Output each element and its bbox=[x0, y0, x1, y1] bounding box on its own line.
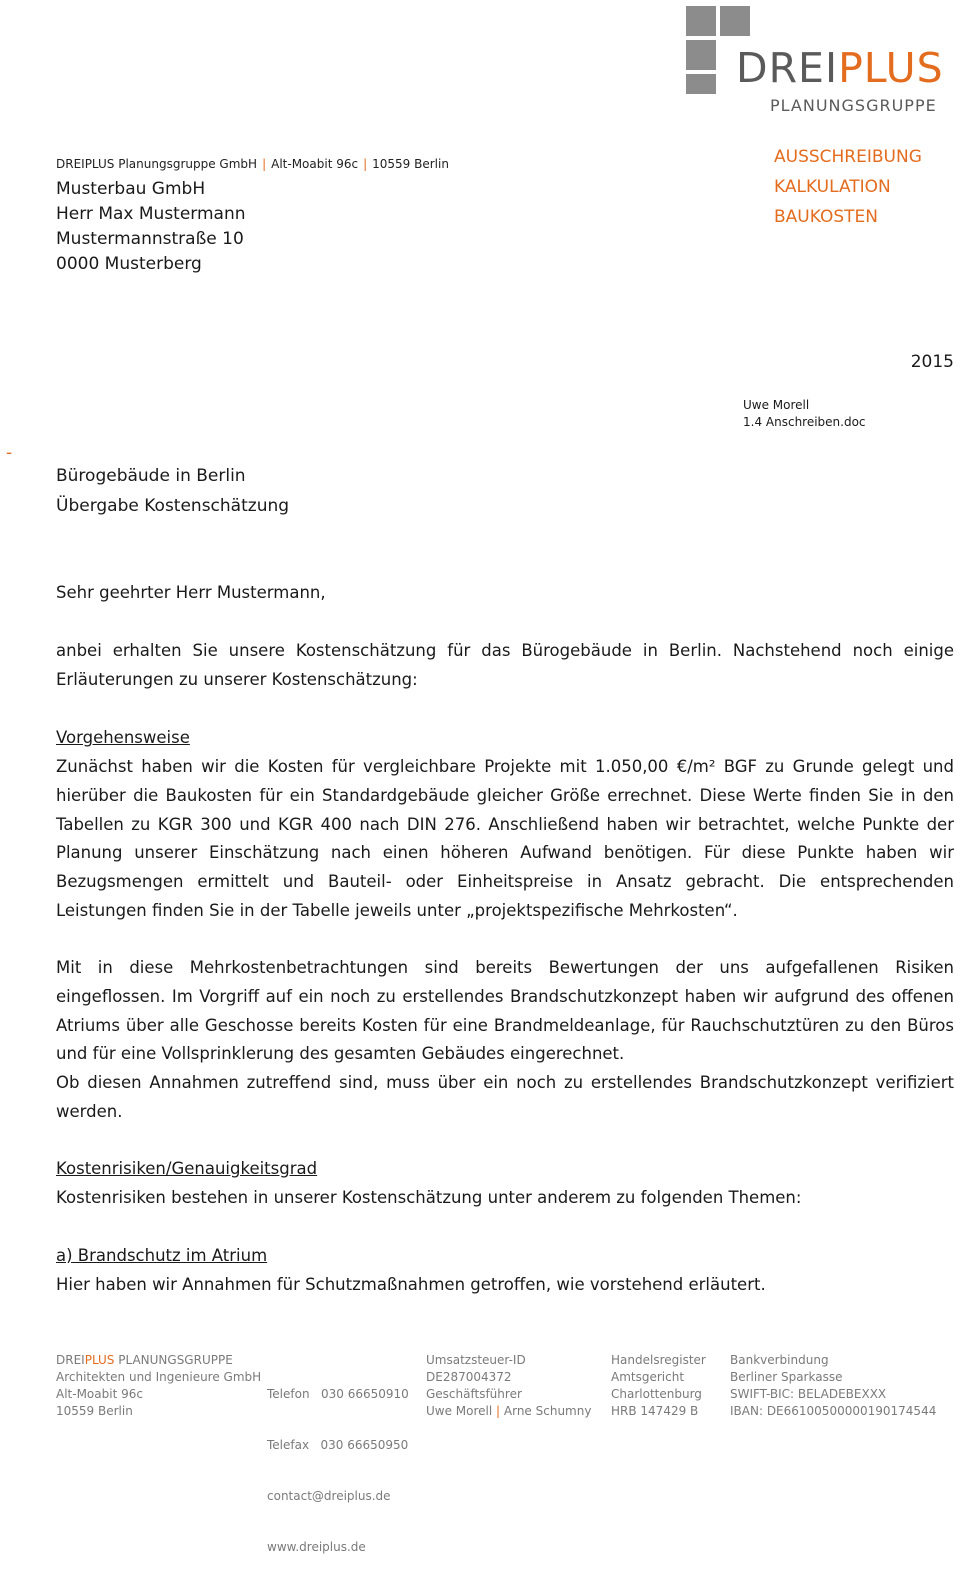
logo-square bbox=[686, 74, 716, 94]
section-text-vorgehensweise: Zunächst haben wir die Kosten für vergleichbare Projekte mit 1.050,00 €/m² BGF zu Grunde gelegt und hierüber die Baukosten für ein Standardgebäude gleicher Größe errechnet. Diese Werte finden Sie in den Tabellen zu KGR 300 und KGR 400 nach DIN 276. Anschließend haben wir betrachtet, welche Punkte der Planung unserer Einschätzung nach einen höheren Aufwand benötigen. Für diese Punkte haben wir Bezugsmengen ermittelt und Bauteil- oder Einheitspreise in Ansatz gebracht. Die entsprechenden Leistungen finden Sie in der Tabelle jeweils unter „projektspezifische Mehrkosten“. bbox=[56, 757, 954, 920]
services-list: AUSSCHREIBUNG KALKULATION BAUKOSTEN bbox=[774, 147, 922, 227]
footer-tax: Umsatzsteuer-ID DE287004372 Geschäftsführer Uwe Morell | Arne Schumny bbox=[426, 1353, 592, 1418]
section-heading-kostenrisiken: Kostenrisiken/Genauigkeitsgrad bbox=[56, 1159, 318, 1178]
section-heading-brandschutz: a) Brandschutz im Atrium bbox=[56, 1246, 268, 1265]
logo-square bbox=[720, 6, 750, 36]
section-text-brandschutz: Hier haben wir Annahmen für Schutzmaßnahmen getroffen, wie vorstehend erläutert. bbox=[56, 1275, 766, 1294]
section-heading-vorgehensweise: Vorgehensweise bbox=[56, 728, 190, 747]
footer-email-link[interactable]: contact@dreiplus.de bbox=[267, 1489, 391, 1503]
logo-wordmark: DREIPLUS bbox=[736, 44, 944, 92]
verification-paragraph: Ob diesen Annahmen zutreffend sind, muss über ein noch zu erstellendes Brandschutzkonzept verifiziert werden. bbox=[56, 1073, 954, 1121]
company-logo bbox=[686, 6, 956, 114]
footer-bank: Bankverbindung Berliner Sparkasse SWIFT-BIC: BELADEBEXXX IBAN: DE66100500000190174544 bbox=[730, 1353, 937, 1418]
subject: Bürogebäude in Berlin Übergabe Kostenschätzung bbox=[56, 466, 290, 516]
footer-website-link[interactable]: www.dreiplus.de bbox=[267, 1540, 366, 1554]
salutation: Sehr geehrter Herr Mustermann, bbox=[56, 583, 326, 602]
footer-company: DREIPLUS PLANUNGSGRUPPE Architekten und Ingenieure GmbH Alt-Moabit 96c 10559 Berlin bbox=[56, 1353, 262, 1418]
document-meta: Uwe Morell 1.4 Anschreiben.doc bbox=[743, 398, 866, 429]
recipient-address: Musterbau GmbH Herr Max Mustermann Mustermannstraße 10 0000 Musterberg bbox=[56, 179, 246, 274]
logo-subtitle: PLANUNGSGRUPPE bbox=[770, 96, 937, 115]
fold-mark: - bbox=[6, 443, 13, 463]
intro-paragraph: anbei erhalten Sie unsere Kostenschätzung für das Bürogebäude in Berlin. Nachstehend noch einige Erläuterungen zu unserer Kostenschätzung: bbox=[56, 641, 954, 689]
risk-paragraph: Mit in diese Mehrkostenbetrachtungen sind bereits Bewertungen der uns aufgefallenen Risiken eingeflossen. Im Vorgriff auf ein noch zu erstellendes Brandschutzkonzept haben wir aufgrund des offenen Atriums über alle Geschosse bereits Kosten für eine Brandmeldeanlage, für Rauchschutztüren zu den Büros und für eine Vollsprinklerung des gesamten Gebäudes eingerechnet. bbox=[56, 958, 954, 1064]
letter-year: 2015 bbox=[910, 352, 954, 372]
footer-register: Handelsregister Amtsgericht Charlottenburg HRB 147429 B bbox=[611, 1353, 706, 1418]
logo-square bbox=[686, 40, 716, 70]
section-text-kostenrisiken: Kostenrisiken bestehen in unserer Kostenschätzung unter anderem zu folgenden Themen: bbox=[56, 1188, 802, 1207]
logo-square bbox=[686, 6, 716, 36]
footer-contact: Telefon 030 66650910 Telefax 030 66650950 contact@dreiplus.de www.dreiplus.de bbox=[267, 1387, 409, 1554]
sender-line: DREIPLUS Planungsgruppe GmbH | Alt-Moabit 96c | 10559 Berlin bbox=[56, 157, 449, 171]
